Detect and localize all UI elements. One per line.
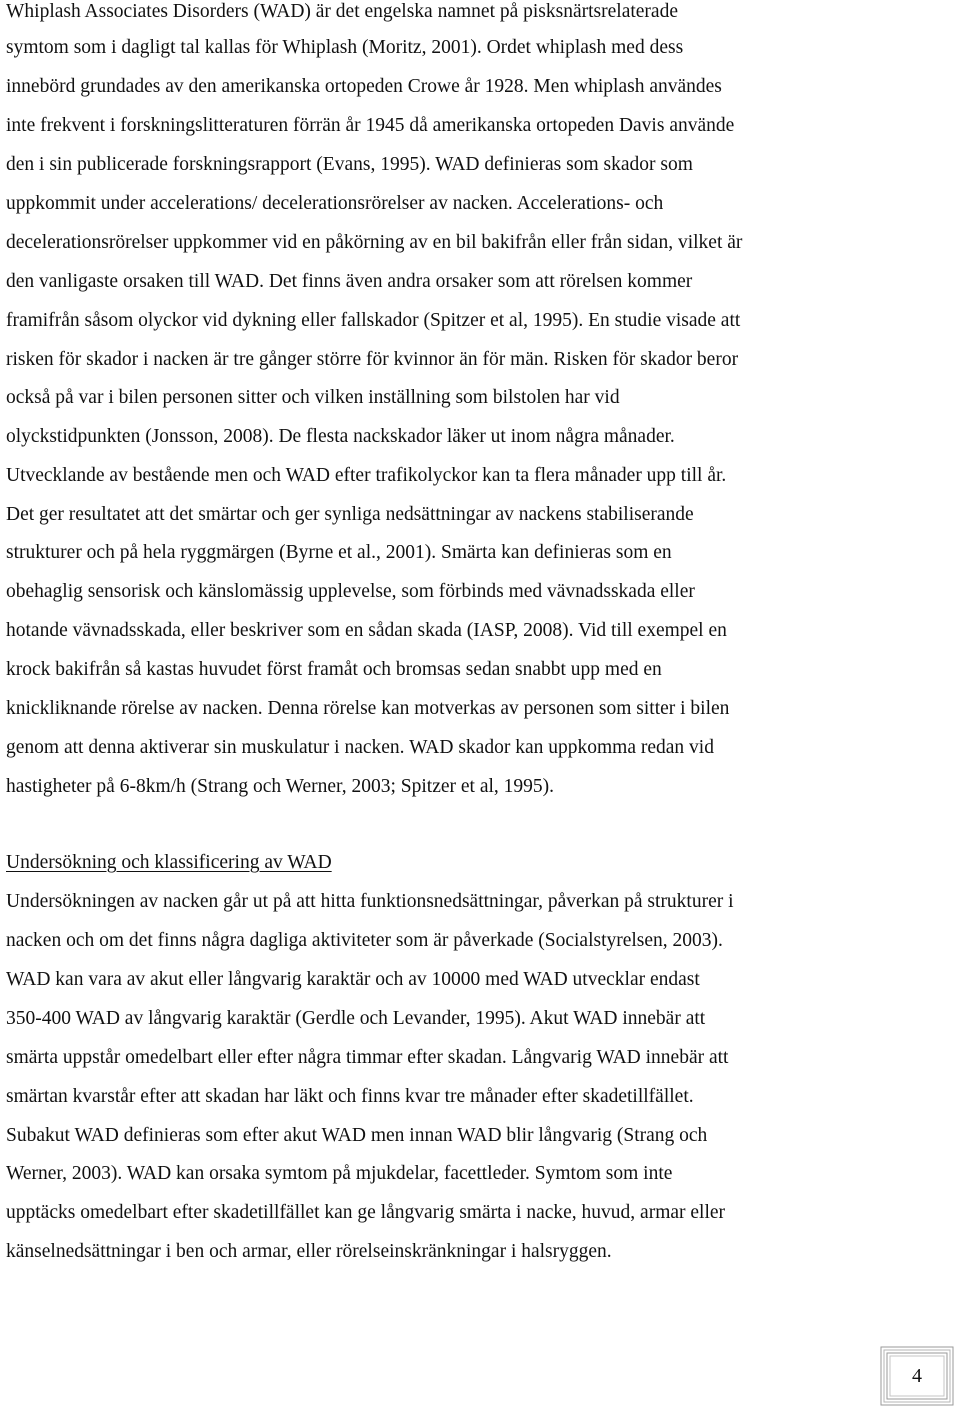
text-line: risken för skador i nacken är tre gånger större för kvinnor än för män. Risken för skador beror [6, 349, 739, 370]
text-line: känselnedsättningar i ben och armar, eller rörelseinskränkningar i halsryggen. [6, 1241, 612, 1262]
text-line: Undersökningen av nacken går ut på att hitta funktionsnedsättningar, påverkan på strukturer i [6, 891, 734, 912]
section-heading: Undersökning och klassificering av WAD [6, 852, 332, 873]
text-line: krock bakifrån så kastas huvudet först framåt och bromsas sedan snabbt upp med en [6, 659, 662, 680]
text-line: olyckstidpunkten (Jonsson, 2008). De flesta nackskador läker ut inom några månader. [6, 426, 675, 447]
text-line: 350-400 WAD av långvarig karaktär (Gerdle och Levander, 1995). Akut WAD innebär att [6, 1008, 706, 1029]
text-line: också på var i bilen personen sitter och vilken inställning som bilstolen har vid [6, 387, 620, 408]
text-line: Subakut WAD definieras som efter akut WAD men innan WAD blir långvarig (Strang och [6, 1125, 708, 1146]
text-line: WAD kan vara av akut eller långvarig karaktär och av 10000 med WAD utvecklar endast [6, 969, 700, 990]
text-line: knickliknande rörelse av nacken. Denna rörelse kan motverkas av personen som sitter i bilen [6, 698, 730, 719]
text-line: genom att denna aktiverar sin muskulatur i nacken. WAD skador kan uppkomma redan vid [6, 737, 714, 758]
text-line: strukturer och på hela ryggmärgen (Byrne et al., 2001). Smärta kan definieras som en [6, 542, 672, 563]
text-line: Werner, 2003). WAD kan orsaka symtom på mjukdelar, facettleder. Symtom som inte [6, 1163, 673, 1184]
text-line: Whiplash Associates Disorders (WAD) är det engelska namnet på pisksnärtsrelaterade [6, 1, 678, 22]
page-number: 4 [912, 1364, 922, 1387]
text-line: symtom som i dagligt tal kallas för Whiplash (Moritz, 2001). Ordet whiplash med dess [6, 37, 684, 58]
text-line: smärta uppstår omedelbart eller efter några timmar efter skadan. Långvarig WAD innebär att [6, 1047, 729, 1068]
text-line: Utvecklande av bestående men och WAD efter trafikolyckor kan ta flera månader upp till år. [6, 465, 727, 486]
text-line: smärtan kvarstår efter att skadan har läkt och finns kvar tre månader efter skadetillfället. [6, 1086, 694, 1107]
page-number-frame [880, 1346, 954, 1406]
text-line: decelerationsrörelser uppkommer vid en påkörning av en bil bakifrån eller från sidan, vilket är [6, 232, 743, 253]
text-line: upptäcks omedelbart efter skadetillfället kan ge långvarig smärta i nacke, huvud, armar eller [6, 1202, 726, 1223]
text-line: den i sin publicerade forskningsrapport (Evans, 1995). WAD definieras som skador som [6, 154, 693, 175]
text-line: Det ger resultatet att det smärtar och ger synliga nedsättningar av nackens stabiliserande [6, 504, 694, 525]
text-line: inte frekvent i forskningslitteraturen förrän år 1945 då amerikanska ortopeden Davis använde [6, 115, 735, 136]
text-line: nacken och om det finns några dagliga aktiviteter som är påverkade (Socialstyrelsen, 2003). [6, 930, 723, 951]
text-line: innebörd grundades av den amerikanska ortopeden Crowe år 1928. Men whiplash användes [6, 76, 722, 97]
text-line: hastigheter på 6-8km/h (Strang och Werner, 2003; Spitzer et al, 1995). [6, 776, 555, 797]
text-line: uppkommit under accelerations/ decelerationsrörelser av nacken. Accelerations- och [6, 193, 664, 214]
text-line: hotande vävnadsskada, eller beskriver som en sådan skada (IASP, 2008). Vid till exempel en [6, 620, 727, 641]
text-line: den vanligaste orsaken till WAD. Det finns även andra orsaker som att rörelsen kommer [6, 271, 693, 292]
text-line: obehaglig sensorisk och känslomässig upplevelse, som förbinds med vävnadsskada eller [6, 581, 695, 602]
text-line: framifrån såsom olyckor vid dykning eller fallskador (Spitzer et al, 1995). En studie visade att [6, 310, 741, 331]
